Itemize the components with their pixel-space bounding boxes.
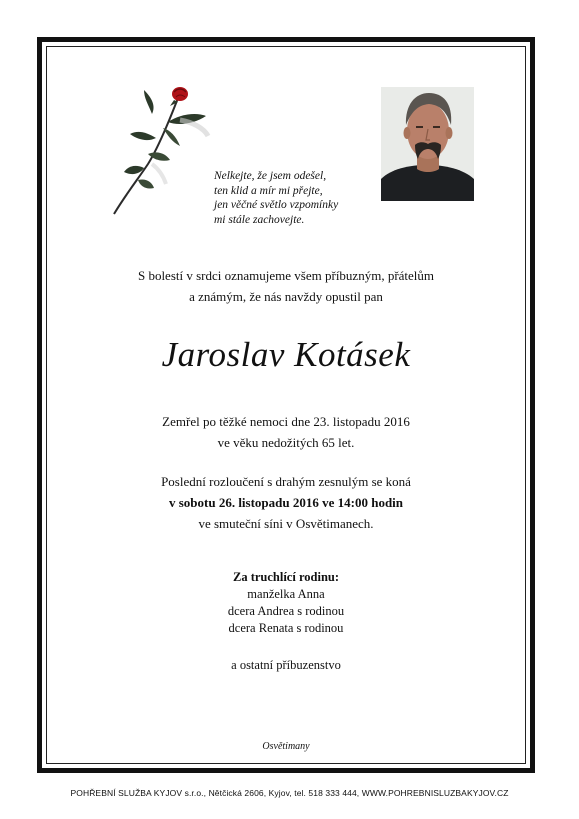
mourners-heading: Za truchlící rodinu: — [232, 570, 340, 584]
farewell-line: Poslední rozloučení s drahým zesnulým se koná — [161, 474, 411, 489]
mourner-item: dcera Andrea s rodinou — [227, 604, 345, 618]
death-info — [60, 411, 512, 453]
age-line: ve věku nedožitých 65 let. — [217, 435, 355, 450]
deceased-name: Jaroslav Kotásek — [161, 335, 411, 374]
farewell-info — [60, 471, 512, 534]
poem — [214, 169, 384, 227]
mourner-item: dcera Renata s rodinou — [228, 621, 344, 635]
rose-icon — [108, 84, 213, 219]
portrait-photo — [381, 87, 474, 201]
poem-line: mi stále zachovejte. — [214, 213, 305, 226]
poem-line: jen věčné světlo vzpomínky — [214, 199, 339, 211]
announcement-text — [60, 265, 512, 307]
mourner-others: a ostatní příbuzenstvo — [231, 658, 341, 672]
poem-line: ten klid a mír mi přejte, — [214, 184, 323, 197]
poem-line: Nelkejte, že jsem odešel, — [214, 170, 327, 182]
place-name: Osvětimany — [262, 741, 310, 752]
mourner-item: manželka Anna — [247, 587, 325, 601]
announcement-line: S bolestí v srdci oznamujeme všem příbuzným, přátelům — [137, 268, 435, 283]
announcement-line: a známým, že nás navždy opustil pan — [189, 289, 383, 304]
farewell-location: ve smuteční síni v Osvětimanech. — [198, 516, 374, 531]
portrait-photo-drawing — [381, 87, 474, 201]
farewell-date: v sobotu 26. listopadu 2016 ve 14:00 hodin — [168, 495, 404, 510]
death-line: Zemřel po těžké nemoci dne 23. listopadu 2016 — [162, 414, 410, 429]
funeral-service-footer: POHŘEBNÍ SLUŽBA KYJOV s.r.o., Nětčická 2606, Kyjov, tel. 518 333 444, WWW.POHREBNISLUZBAKYJOV.CZ — [70, 788, 509, 798]
mourners-list — [60, 569, 512, 674]
